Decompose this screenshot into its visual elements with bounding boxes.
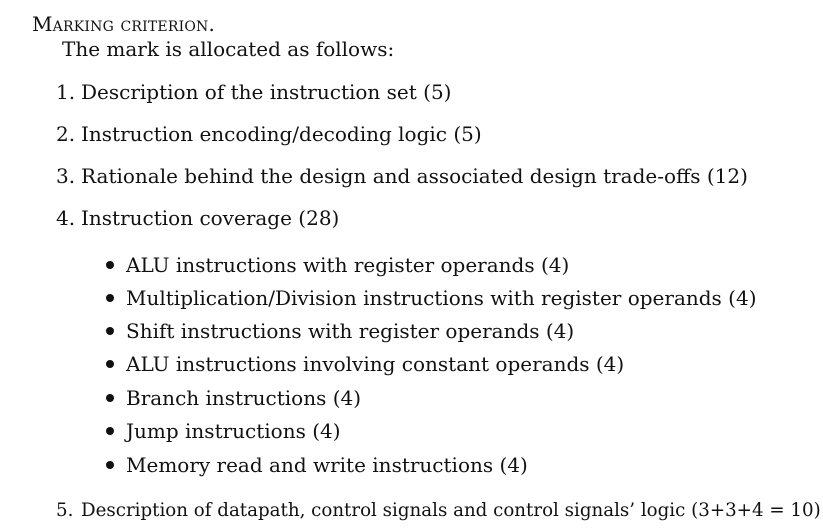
bullet-item xyxy=(106,285,757,311)
bullet-dot-icon xyxy=(106,261,114,269)
item-text: Instruction coverage (28) xyxy=(81,206,340,230)
bullet-text: ALU instructions with register operands (4) xyxy=(126,253,570,277)
bullet-text: Memory read and write instructions (4) xyxy=(126,453,528,477)
item-number: 1. xyxy=(56,80,76,104)
list-item xyxy=(56,498,821,524)
bullet-text: ALU instructions involving constant operands (4) xyxy=(126,352,625,376)
list-item xyxy=(56,205,339,231)
list-item xyxy=(56,121,482,147)
bullet-item xyxy=(106,385,361,411)
bullet-dot-icon xyxy=(106,360,114,368)
item-number: 2. xyxy=(56,122,76,146)
item-number: 5. xyxy=(56,500,74,521)
bullet-dot-icon xyxy=(106,461,114,469)
item-text: Description of datapath, control signals and control signals’ logic (3+3+4 = 10) xyxy=(81,500,821,521)
item-text: Description of the instruction set (5) xyxy=(81,80,452,104)
bullet-item xyxy=(106,418,341,444)
bullet-dot-icon xyxy=(106,294,114,302)
bullet-item xyxy=(106,252,569,278)
bullet-text: Jump instructions (4) xyxy=(126,419,341,443)
bullet-item xyxy=(106,318,574,344)
bullet-item xyxy=(106,452,528,478)
item-text: Rationale behind the design and associated design trade-offs (12) xyxy=(81,164,748,188)
item-number: 3. xyxy=(56,164,76,188)
list-item xyxy=(56,79,451,105)
bullet-dot-icon xyxy=(106,427,114,435)
bullet-text: Multiplication/Division instructions with register operands (4) xyxy=(126,286,757,310)
bullet-dot-icon xyxy=(106,394,114,402)
intro-text: The mark is allocated as follows: xyxy=(62,37,395,61)
item-text: Instruction encoding/decoding logic (5) xyxy=(81,122,482,146)
section-heading: Marking criterion. xyxy=(32,12,216,36)
item-number: 4. xyxy=(56,206,76,230)
bullet-item xyxy=(106,351,624,377)
list-item xyxy=(56,163,748,189)
bullet-text: Branch instructions (4) xyxy=(126,386,362,410)
bullet-dot-icon xyxy=(106,327,114,335)
bullet-text: Shift instructions with register operands (4) xyxy=(126,319,575,343)
